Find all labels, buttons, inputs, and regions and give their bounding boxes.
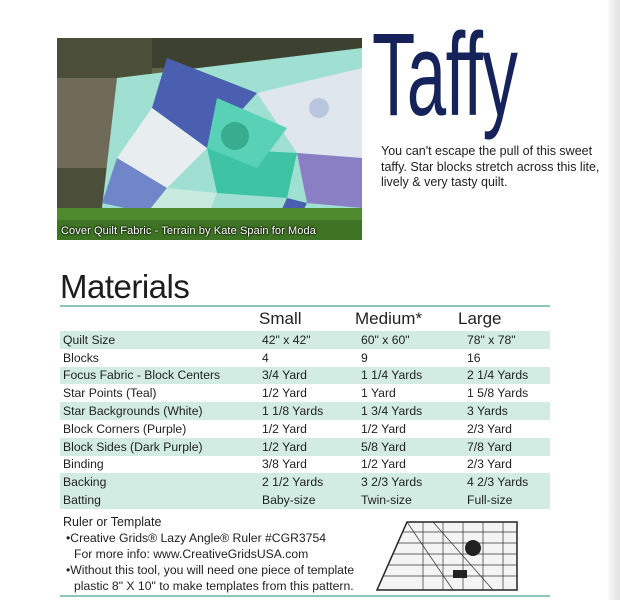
ruler-illustration <box>373 518 521 594</box>
cell-large: 78" x 78" <box>464 331 550 349</box>
column-header-small: Small <box>259 309 302 328</box>
row-label: Star Points (Teal) <box>63 386 157 401</box>
table-row <box>60 349 550 367</box>
cell-medium: 1/2 Yard <box>361 457 406 472</box>
bottom-rule <box>60 595 550 597</box>
cell-small: Baby-size <box>259 491 358 509</box>
page-edge-shadow <box>606 0 620 600</box>
table-row <box>60 420 550 438</box>
cell-small: 1 1/8 Yards <box>259 402 358 420</box>
row-label: Binding <box>63 457 104 472</box>
cell-medium: Twin-size <box>358 491 464 509</box>
cell-large: Full-size <box>464 491 550 509</box>
materials-table <box>60 331 550 509</box>
table-row <box>60 473 550 491</box>
ruler-line-2: For more info: www.CreativeGridsUSA.com <box>74 547 309 561</box>
row-label: Block Sides (Dark Purple) <box>60 438 259 456</box>
cell-medium: 5/8 Yard <box>358 438 464 456</box>
cell-large: 16 <box>467 350 481 365</box>
cell-small: 1/2 Yard <box>262 386 307 401</box>
cell-medium: 1 Yard <box>361 386 396 401</box>
ruler-line-1: •Creative Grids® Lazy Angle® Ruler #CGR3754 <box>66 531 326 545</box>
photo-caption: Cover Quilt Fabric - Terrain by Kate Spain for Moda <box>61 225 316 237</box>
row-label: Batting <box>60 491 259 509</box>
row-label: Star Backgrounds (White) <box>60 402 259 420</box>
table-row <box>60 456 550 474</box>
pattern-blurb: You can't escape the pull of this sweet taffy. Star blocks stretch across this lite, lively & very tasty quilt. <box>381 144 600 189</box>
row-label: Blocks <box>63 350 99 365</box>
column-header-medium: Medium* <box>355 309 423 328</box>
row-label: Block Corners (Purple) <box>63 421 187 436</box>
cell-medium: 1 1/4 Yards <box>358 367 464 385</box>
cell-large: 3 Yards <box>464 402 550 420</box>
table-row <box>60 367 550 385</box>
cell-medium: 1/2 Yard <box>361 421 406 436</box>
cell-small: 42" x 42" <box>259 331 358 349</box>
cell-small: 1/2 Yard <box>259 438 358 456</box>
cell-large: 2/3 Yard <box>467 421 512 436</box>
ruler-title: Ruler or Template <box>63 515 162 529</box>
column-header-large: Large <box>458 309 502 328</box>
cell-small: 3/4 Yard <box>259 367 358 385</box>
cell-medium: 9 <box>361 350 368 365</box>
table-row <box>60 384 550 402</box>
cell-small: 1/2 Yard <box>262 421 307 436</box>
cell-large: 2 1/4 Yards <box>464 367 550 385</box>
heading-rule <box>60 305 550 307</box>
table-row <box>60 438 550 456</box>
cell-large: 7/8 Yard <box>464 438 550 456</box>
table-row <box>60 491 550 509</box>
cell-small: 4 <box>262 350 269 365</box>
row-label: Focus Fabric - Block Centers <box>60 367 259 385</box>
materials-heading: Materials <box>60 268 190 305</box>
cell-small: 3/8 Yard <box>262 457 307 472</box>
row-label: Backing <box>60 473 259 491</box>
ruler-line-3: •Without this tool, you will need one piece of template <box>66 563 355 577</box>
pattern-title: Taffy <box>372 9 518 141</box>
cell-large: 4 2/3 Yards <box>464 473 550 491</box>
quilt-photo <box>57 38 362 240</box>
cell-medium: 1 3/4 Yards <box>358 402 464 420</box>
cell-medium: 60" x 60" <box>358 331 464 349</box>
table-row <box>60 331 550 349</box>
cell-medium: 3 2/3 Yards <box>358 473 464 491</box>
row-label: Quilt Size <box>60 331 259 349</box>
ruler-line-4: plastic 8" X 10" to make templates from this pattern. <box>74 579 354 593</box>
cell-large: 2/3 Yard <box>467 457 512 472</box>
table-row <box>60 402 550 420</box>
cell-small: 2 1/2 Yards <box>259 473 358 491</box>
quilt-photo-illustration <box>57 38 362 240</box>
cell-large: 1 5/8 Yards <box>467 386 529 401</box>
